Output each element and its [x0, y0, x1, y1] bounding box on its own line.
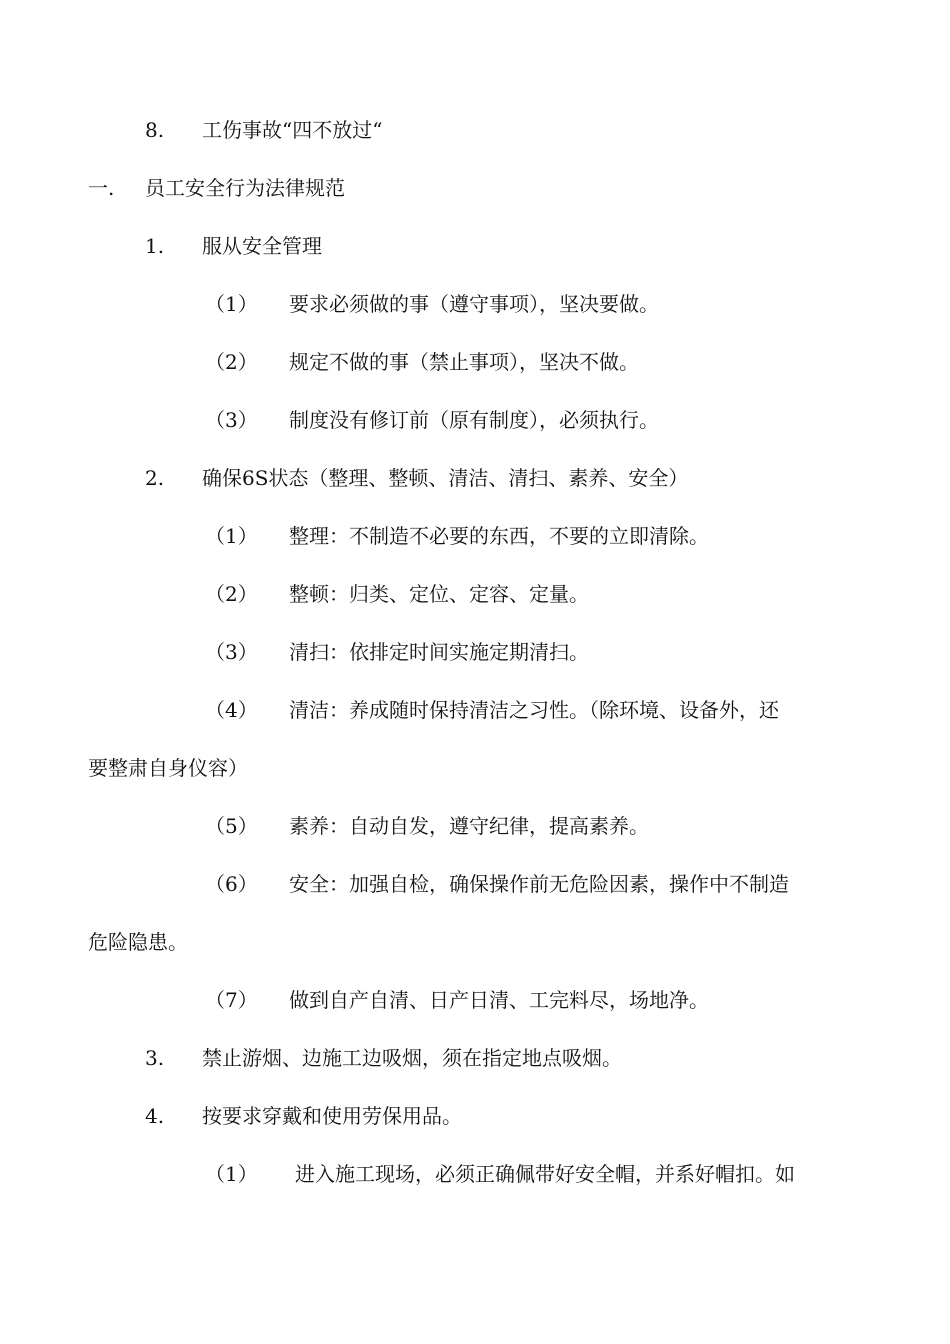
item-text: 安全：加强自检，确保操作前无危险因素，操作中不制造: [289, 872, 789, 896]
item-text: 整顿：归类、定位、定容、定量。: [289, 582, 589, 606]
item-text: 服从安全管理: [202, 234, 322, 258]
item-text: 清扫：依排定时间实施定期清扫。: [289, 640, 589, 664]
item-number: （7）: [205, 988, 258, 1012]
item-text: 危险隐患。: [88, 930, 188, 954]
item-number: 1.: [145, 234, 165, 258]
item-text: 整理：不制造不必要的东西，不要的立即清除。: [289, 524, 709, 548]
item-text: 素养：自动自发，遵守纪律，提高素养。: [289, 814, 649, 838]
item-text: 清洁：养成随时保持清洁之习性。（除环境、设备外，还: [289, 698, 779, 722]
item-text: 禁止游烟、边施工边吸烟，须在指定地点吸烟。: [202, 1046, 622, 1070]
item-text: 要求必须做的事（遵守事项），坚决要做。: [289, 292, 659, 316]
item-number: （2）: [205, 350, 258, 374]
item-number: （6）: [205, 872, 258, 896]
item-text: 制度没有修订前（原有制度），必须执行。: [289, 408, 659, 432]
item-text: 按要求穿戴和使用劳保用品。: [202, 1104, 462, 1128]
item-number: 4.: [145, 1104, 165, 1128]
item-number: （1）: [205, 524, 258, 548]
item-number: 8.: [145, 118, 165, 142]
item-number: 3.: [145, 1046, 165, 1070]
item-text: 员工安全行为法律规范: [145, 176, 345, 200]
item-number: 一.: [88, 176, 115, 200]
item-text: 确保6S状态（整理、整顿、清洁、清扫、素养、安全）: [202, 466, 689, 490]
item-text: 要整肃自身仪容）: [88, 756, 248, 780]
item-text: 规定不做的事（禁止事项），坚决不做。: [289, 350, 639, 374]
item-number: （1）: [205, 292, 258, 316]
item-number: （4）: [205, 698, 258, 722]
item-text: 做到自产自清、日产日清、工完料尽，场地净。: [289, 988, 709, 1012]
item-number: （3）: [205, 640, 258, 664]
item-text: 工伤事故“四不放过“: [202, 118, 383, 142]
item-number: （5）: [205, 814, 258, 838]
item-text: 进入施工现场，必须正确佩带好安全帽，并系好帽扣。如: [295, 1162, 795, 1186]
item-number: （2）: [205, 582, 258, 606]
item-number: （1）: [205, 1162, 258, 1186]
item-number: 2.: [145, 466, 165, 490]
item-number: （3）: [205, 408, 258, 432]
